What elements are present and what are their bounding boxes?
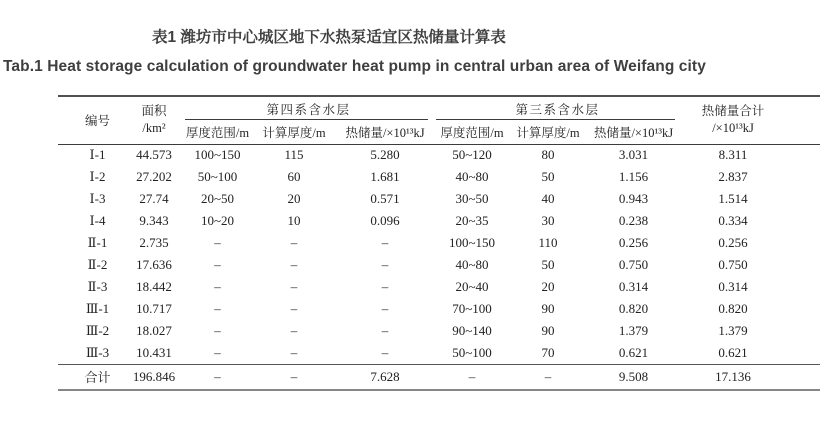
- table-row: [58, 276, 820, 298]
- col-header-area-line1: 面积: [141, 104, 167, 119]
- table-cell: Ⅲ-1: [85, 301, 110, 316]
- table-cell: Ⅱ-3: [87, 279, 108, 294]
- table-cell: Ⅲ-2: [85, 323, 110, 338]
- total-cell: 196.846: [125, 364, 183, 390]
- table-cell: 80: [541, 147, 555, 163]
- table-header-group-row: [58, 96, 820, 120]
- total-row: [58, 364, 820, 390]
- table-row: [58, 188, 820, 210]
- table-cell: –: [214, 257, 221, 272]
- table-cell: 27.74: [139, 191, 169, 206]
- table-cell: Ⅰ-3: [89, 191, 106, 206]
- table-row: [58, 298, 820, 320]
- table-cell: 115: [284, 147, 304, 163]
- table-cell: –: [290, 279, 298, 294]
- total-cell: 9.508: [586, 364, 681, 390]
- table-cell: 0.314: [718, 279, 748, 294]
- table-cell: 17.636: [136, 257, 172, 272]
- table-cell: 20~50: [200, 191, 235, 206]
- table-cell: 0.820: [618, 301, 649, 316]
- table-cell: 0.943: [618, 191, 649, 206]
- table-title-english: Tab.1 Heat storage calculation of groundwater heat pump in central urban area of Weifang city: [3, 58, 706, 75]
- table-cell: –: [290, 301, 298, 316]
- table-cell: 0.621: [618, 344, 649, 360]
- table-cell: 10.717: [136, 301, 172, 316]
- col-subheader-heat-storage-n3: 热储量/×10¹³kJ: [586, 120, 681, 144]
- table-cell: 1.681: [370, 169, 400, 184]
- table-cell: 0.750: [718, 257, 748, 272]
- table-cell: 40~80: [455, 169, 489, 184]
- table-cell: 0.750: [618, 257, 649, 272]
- col-header-area: [125, 96, 183, 144]
- table-cell: –: [381, 344, 389, 360]
- table-cell: 0.334: [718, 213, 748, 228]
- table-cell: 30: [541, 213, 555, 228]
- table-row: [58, 144, 820, 166]
- table-cell: 0.096: [370, 213, 400, 228]
- col-header-total-line2: /×10¹³kJ: [712, 121, 754, 136]
- table-cell: –: [381, 323, 389, 338]
- col-subheader-thickness-range-q4: 厚度范围/m: [183, 120, 252, 144]
- table-cell: 10.431: [136, 344, 172, 360]
- table-cell: 1.156: [618, 169, 649, 184]
- table-title-chinese: 表1 潍坊市中心城区地下水热泵适宜区热储量计算表: [152, 29, 506, 46]
- table-cell: 0.314: [618, 279, 649, 294]
- table-cell: 100~150: [194, 147, 241, 163]
- table-cell: 30~50: [455, 191, 489, 206]
- table-cell: 10: [287, 213, 301, 228]
- table-row: [58, 166, 820, 188]
- col-header-total-heat-storage: [681, 96, 820, 144]
- table-cell: 50~100: [197, 169, 238, 184]
- total-cell: 合计: [58, 364, 125, 390]
- table-cell: 60: [287, 169, 301, 184]
- table-cell: 50: [541, 257, 555, 272]
- table-cell: –: [381, 257, 389, 272]
- table-cell: 50~120: [452, 147, 492, 163]
- table-body: [58, 144, 820, 364]
- table-cell: 110: [538, 235, 558, 250]
- table-cell: 0.256: [618, 235, 649, 250]
- table-cell: –: [381, 235, 389, 250]
- table-cell: 90: [541, 323, 555, 338]
- table-row: [58, 320, 820, 342]
- table-cell: 90: [541, 301, 555, 316]
- total-cell: –: [183, 364, 252, 390]
- table-cell: 70~100: [452, 301, 492, 316]
- table-cell: 40: [541, 191, 555, 206]
- total-cell: –: [510, 364, 586, 390]
- table-cell: 20~40: [455, 279, 489, 294]
- table-cell: –: [381, 279, 389, 294]
- table-cell: 1.514: [718, 191, 748, 206]
- table-cell: Ⅰ-2: [89, 169, 106, 184]
- table-cell: 100~150: [448, 235, 496, 250]
- col-subheader-heat-storage-q4: 热储量/×10¹³kJ: [336, 120, 434, 144]
- col-subheader-thickness-range-n3: 厚度范围/m: [434, 120, 510, 144]
- table-cell: 44.573: [136, 147, 172, 163]
- table-cell: 18.442: [136, 279, 172, 294]
- table-row: [58, 210, 820, 232]
- heat-storage-table: [58, 95, 820, 391]
- table-cell: 20: [287, 191, 301, 206]
- table-cell: 0.571: [370, 191, 400, 206]
- table-cell: Ⅱ-1: [87, 235, 108, 250]
- table-row: [58, 342, 820, 364]
- table-cell: 70: [541, 344, 555, 360]
- col-header-total-line1: 热储量合计: [701, 104, 765, 119]
- table-cell: 1.379: [618, 323, 649, 338]
- table-cell: 3.031: [618, 147, 649, 163]
- table-cell: 0.238: [618, 213, 649, 228]
- table-cell: Ⅰ-1: [89, 147, 106, 163]
- table-cell: –: [290, 257, 298, 272]
- table-cell: 90~140: [452, 323, 492, 338]
- table-cell: –: [214, 323, 221, 338]
- table-cell: –: [290, 323, 298, 338]
- table-cell: 0.256: [718, 235, 748, 250]
- col-group-neogene-aquifer: 第三系含水层: [434, 96, 681, 120]
- table-cell: 20: [541, 279, 555, 294]
- col-subheader-calc-thickness-q4: 计算厚度/m: [252, 120, 336, 144]
- table-cell: –: [381, 301, 389, 316]
- table-cell: 10~20: [200, 213, 235, 228]
- table-cell: 27.202: [136, 169, 172, 184]
- table-cell: 2.735: [139, 235, 169, 250]
- table-cell: 1.379: [718, 323, 748, 338]
- table-cell: 18.027: [136, 323, 172, 338]
- col-header-id: 编号: [58, 96, 125, 144]
- table-cell: 50: [541, 169, 555, 184]
- table-cell: –: [214, 301, 221, 316]
- table-cell: 9.343: [139, 213, 169, 228]
- table-cell: –: [214, 235, 221, 250]
- table-row: [58, 232, 820, 254]
- total-cell: –: [252, 364, 336, 390]
- col-header-area-line2: /km²: [142, 121, 166, 136]
- table-cell: Ⅰ-4: [89, 213, 106, 228]
- total-cell: 17.136: [681, 364, 820, 390]
- table-cell: –: [290, 235, 298, 250]
- table-cell: –: [214, 344, 221, 360]
- col-subheader-calc-thickness-n3: 计算厚度/m: [510, 120, 586, 144]
- table-cell: 0.621: [718, 344, 748, 360]
- col-group-quaternary-aquifer: 第四系含水层: [183, 96, 434, 120]
- table-cell: –: [214, 279, 221, 294]
- table-row: [58, 254, 820, 276]
- table-cell: Ⅲ-3: [85, 344, 110, 360]
- table-cell: 2.837: [718, 169, 748, 184]
- table-cell: 8.311: [718, 147, 748, 163]
- table-cell: 40~80: [455, 257, 489, 272]
- table-cell: Ⅱ-2: [87, 257, 108, 272]
- total-cell: –: [434, 364, 510, 390]
- table-cell: 0.820: [718, 301, 748, 316]
- table-cell: –: [290, 344, 298, 360]
- table-cell: 5.280: [370, 147, 400, 163]
- table-cell: 50~100: [452, 344, 492, 360]
- total-cell: 7.628: [336, 364, 434, 390]
- table-cell: 20~35: [455, 213, 489, 228]
